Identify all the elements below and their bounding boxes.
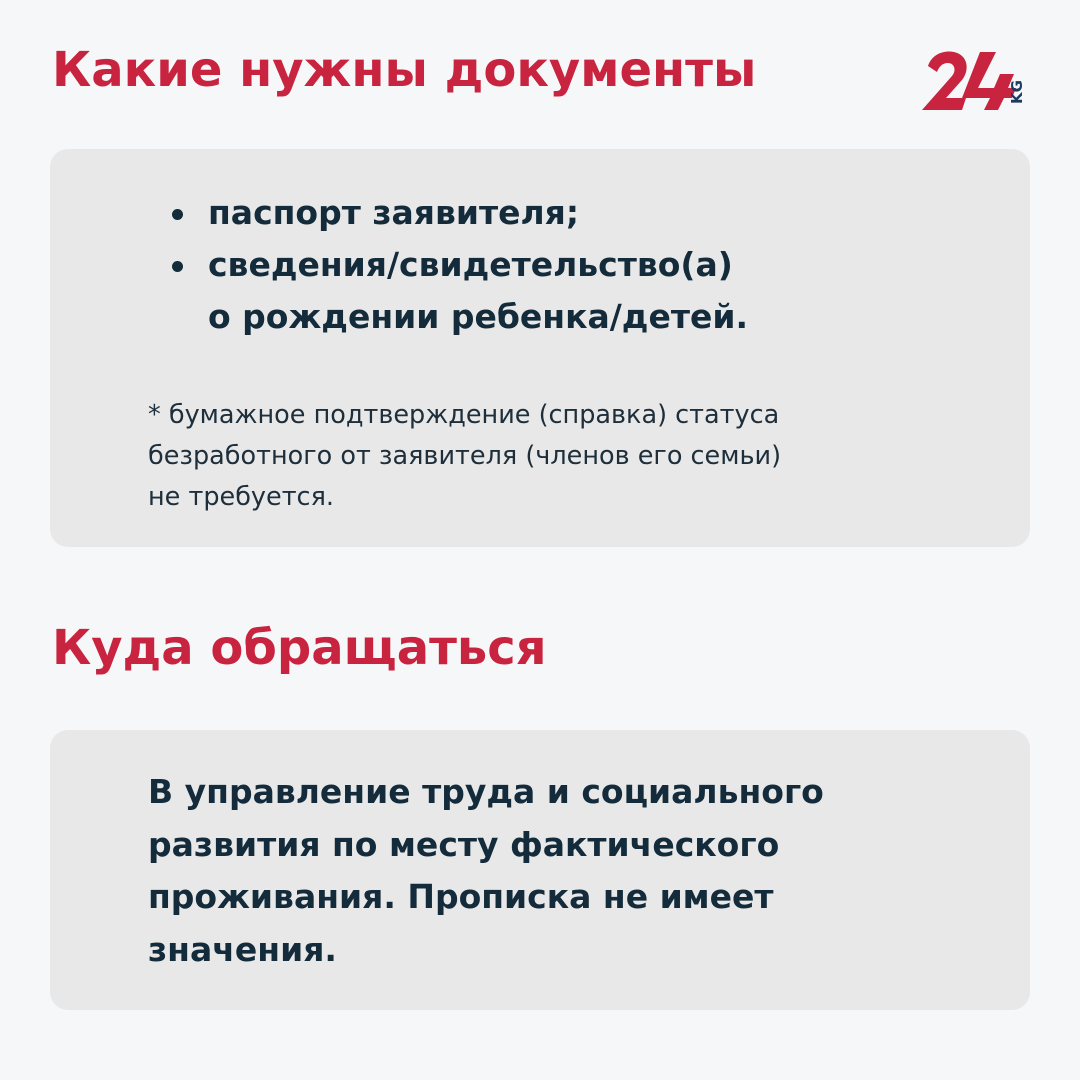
- list-item-text: паспорт заявителя;: [208, 193, 580, 232]
- list-item: [160, 239, 748, 343]
- logo-kg-text: KG: [1008, 80, 1026, 104]
- list-item-text-continuation: о рождении ребенка/детей.: [208, 297, 749, 336]
- where-to-apply-heading: Куда обращаться: [52, 620, 547, 676]
- documents-footnote: [148, 395, 781, 518]
- where-to-apply-card: [50, 730, 1030, 1010]
- footnote-line: * бумажное подтверждение (справка) статуса: [148, 400, 780, 430]
- list-item-text: сведения/свидетельство(а): [208, 245, 733, 284]
- documents-card: [50, 149, 1030, 547]
- where-text-line: В управление труда и социального: [148, 772, 824, 811]
- where-text-line: развития по месту фактического: [148, 824, 780, 864]
- documents-list: [160, 187, 748, 343]
- footnote-line: не требуется.: [148, 482, 335, 512]
- documents-heading: Какие нужны документы: [52, 42, 757, 98]
- 24kg-logo: [922, 48, 1034, 114]
- logo-digit-2: [922, 52, 967, 110]
- where-to-apply-text: [148, 766, 824, 976]
- where-text-line: проживания. Прописка не имеет: [148, 877, 774, 916]
- where-text-line: значения.: [148, 929, 337, 969]
- footnote-line: безработного от заявителя (членов его семьи): [148, 441, 782, 471]
- list-item: [160, 187, 748, 239]
